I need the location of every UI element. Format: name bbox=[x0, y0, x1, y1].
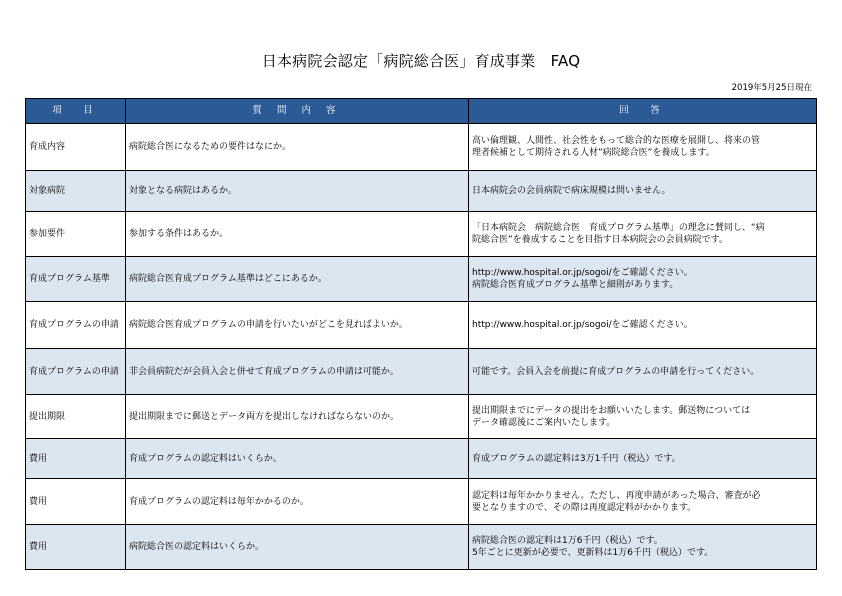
question-cell: 育成プログラムの認定料は毎年かかるのか。 bbox=[126, 479, 469, 525]
answer-cell bbox=[469, 349, 817, 395]
answer-line: 「日本病院会 病院総合医 育成プログラム基準」の理念に賛同し、“病 bbox=[472, 223, 765, 233]
answer-line: 可能です。会員入会を前提に育成プログラムの申請を行ってください。 bbox=[472, 366, 760, 377]
answer-cell bbox=[469, 302, 817, 349]
item-cell: 育成プログラムの申請 bbox=[26, 349, 126, 395]
table-row bbox=[26, 171, 817, 212]
question-cell: 病院総合医育成プログラムの申請を行いたいがどこを見ればよいか。 bbox=[126, 302, 469, 349]
item-cell: 育成プログラムの申請 bbox=[26, 302, 126, 349]
answer-line: http://www.hospital.or.jp/sogoi/をご確認ください。 bbox=[472, 268, 693, 278]
header-item: 項 目 bbox=[26, 99, 126, 124]
answer-line: 育成プログラムの認定料は3万1千円（税込）です。 bbox=[472, 453, 681, 464]
question-cell: 対象となる病院はあるか。 bbox=[126, 171, 469, 212]
answer-cell bbox=[469, 439, 817, 479]
table-row bbox=[26, 212, 817, 257]
header-row bbox=[26, 99, 817, 124]
table-row bbox=[26, 479, 817, 525]
question-cell: 育成プログラムの認定料はいくらか。 bbox=[126, 439, 469, 479]
table-row bbox=[26, 395, 817, 439]
answer-cell bbox=[469, 124, 817, 171]
answer-line: データ確認後にご案内いたします。 bbox=[472, 417, 616, 428]
answer-line: 高い倫理観、人間性、社会性をもって総合的な医療を展開し、将来の管 bbox=[472, 136, 761, 146]
header-answer: 回 答 bbox=[469, 99, 817, 124]
answer-line: 理者候補として期待される人材”病院総合医”を養成します。 bbox=[472, 148, 715, 158]
answer-line: 日本病院会の会員病院で病床規模は問いません。 bbox=[472, 186, 671, 196]
item-cell: 費用 bbox=[26, 525, 126, 570]
question-cell: 参加する条件はあるか。 bbox=[126, 212, 469, 257]
answer-line: http://www.hospital.or.jp/sogoi/をご確認ください。 bbox=[472, 320, 693, 330]
answer-cell bbox=[469, 212, 817, 257]
question-cell: 病院総合医の認定料はいくらか。 bbox=[126, 525, 469, 570]
answer-cell bbox=[469, 525, 817, 570]
question-cell: 提出期限までに郵送とデータ両方を提出しなければならないのか。 bbox=[126, 395, 469, 439]
as-of-date: 2019年5月25日現在 bbox=[731, 83, 812, 93]
item-cell: 費用 bbox=[26, 479, 126, 525]
answer-line: 認定料は毎年かかりません。ただし、再度申請があった場合、審査が必 bbox=[472, 490, 761, 501]
answer-line: 提出期限までにデータの提出をお願いいたします。郵送物については bbox=[472, 405, 751, 416]
table-row bbox=[26, 525, 817, 570]
answer-cell bbox=[469, 257, 817, 302]
question-cell: 非会員病院だが会員入会と併せて育成プログラムの申請は可能か。 bbox=[126, 349, 469, 395]
table-row bbox=[26, 302, 817, 349]
answer-line: 5年ごとに更新が必要で、更新料は1万6千円（税込）です。 bbox=[472, 548, 714, 558]
item-cell: 育成内容 bbox=[26, 124, 126, 171]
answer-cell bbox=[469, 395, 817, 439]
question-cell: 病院総合医になるための要件はなにか。 bbox=[126, 124, 469, 171]
answer-line: 病院総合医の認定料は1万6千円（税込）です。 bbox=[472, 536, 663, 546]
faq-table bbox=[25, 98, 817, 570]
table-row bbox=[26, 349, 817, 395]
table-row bbox=[26, 257, 817, 302]
header-question: 質 問 内 容 bbox=[126, 99, 469, 124]
table-row bbox=[26, 439, 817, 479]
page-title: 日本病院会認定「病院総合医」育成事業 FAQ bbox=[261, 52, 581, 70]
answer-line: 病院総合医育成プログラム基準と細則があります。 bbox=[472, 280, 679, 290]
item-cell: 提出期限 bbox=[26, 395, 126, 439]
question-cell: 病院総合医育成プログラム基準はどこにあるか。 bbox=[126, 257, 469, 302]
answer-cell bbox=[469, 171, 817, 212]
item-cell: 育成プログラム基準 bbox=[26, 257, 126, 302]
answer-line: 要となりますので、その際は再度認定料がかかります。 bbox=[472, 502, 697, 513]
table-row bbox=[26, 124, 817, 171]
answer-line: 院総合医”を養成することを目指す日本病院会の会員病院です。 bbox=[472, 235, 728, 245]
answer-cell bbox=[469, 479, 817, 525]
item-cell: 費用 bbox=[26, 439, 126, 479]
item-cell: 対象病院 bbox=[26, 171, 126, 212]
item-cell: 参加要件 bbox=[26, 212, 126, 257]
